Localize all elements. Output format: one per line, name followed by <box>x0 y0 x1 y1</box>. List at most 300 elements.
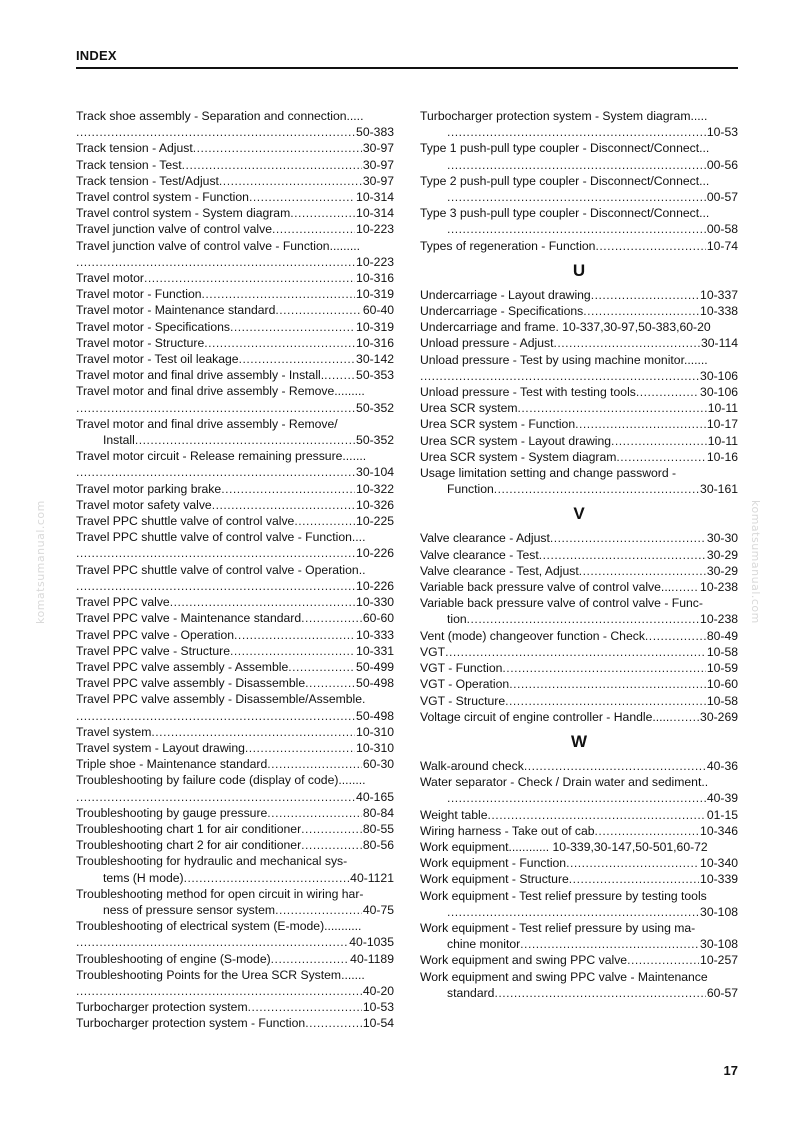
entry-text: Travel motor - Test oil leakage <box>76 352 239 367</box>
watermark-right: komatsumanual.com <box>749 500 762 624</box>
entry-text: VGT - Function <box>420 661 503 676</box>
dot-leader <box>553 335 699 351</box>
entry-line <box>76 562 394 578</box>
entry-line <box>420 433 738 449</box>
entry-line <box>420 758 738 774</box>
dot-leader <box>202 286 356 302</box>
entry-line <box>76 789 394 805</box>
entry-line <box>420 855 738 871</box>
entry-text: Travel PPC valve assembly - Assemble <box>76 659 289 674</box>
index-entry <box>420 644 738 660</box>
entry-line <box>420 335 738 351</box>
dot-leader <box>234 627 355 643</box>
index-entry <box>420 855 738 871</box>
entry-line <box>420 303 738 319</box>
entry-text: Work equipment - Structure <box>420 872 569 887</box>
entry-page: 10-225 <box>356 514 394 529</box>
entry-line <box>76 351 394 367</box>
entry-line <box>76 464 394 480</box>
dot-leader <box>144 270 355 286</box>
index-entry <box>420 205 738 237</box>
entry-text: Track shoe assembly - Separation and connection..... <box>76 109 364 123</box>
dot-leader <box>76 578 355 594</box>
index-entry <box>76 173 394 189</box>
entry-line <box>76 691 394 707</box>
index-entry <box>76 740 394 756</box>
dot-leader <box>671 579 699 595</box>
entry-line <box>420 221 738 237</box>
entry-text: Travel PPC valve - Maintenance standard <box>76 611 302 626</box>
entry-text: Function <box>447 482 494 497</box>
entry-text: Travel PPC valve <box>76 595 170 610</box>
dot-leader <box>324 367 355 383</box>
index-entry <box>420 823 738 839</box>
index-entry <box>76 481 394 497</box>
index-entry <box>76 108 394 140</box>
index-entry <box>76 853 394 885</box>
index-entry <box>76 367 394 383</box>
entry-line <box>76 319 394 335</box>
entry-page: 30-114 <box>700 336 738 351</box>
entry-text: Travel system - Layout drawing <box>76 740 245 755</box>
entry-line <box>76 529 394 545</box>
entry-text: Urea SCR system - System diagram <box>420 449 617 464</box>
entry-line <box>76 157 394 173</box>
entry-page: 80-49 <box>706 628 738 643</box>
entry-line <box>420 644 738 660</box>
entry-line <box>76 578 394 594</box>
entry-page: 10-16 <box>706 449 738 464</box>
entry-line <box>76 140 394 156</box>
index-entry <box>420 871 738 887</box>
dot-leader <box>494 481 699 497</box>
entry-line <box>76 254 394 270</box>
entry-page: 10-326 <box>356 497 394 512</box>
entry-text: Vent (mode) changeover function - Check <box>420 628 645 643</box>
entry-text: Undercarriage - Layout drawing <box>420 287 591 302</box>
dot-leader <box>301 610 362 626</box>
page-number: 17 <box>723 1063 738 1078</box>
index-entry <box>76 594 394 610</box>
entry-page: 10-314 <box>356 190 394 205</box>
entry-line <box>76 870 394 886</box>
entry-line <box>76 173 394 189</box>
dot-leader <box>447 124 706 140</box>
entry-text: Travel PPC shuttle valve of control valve - Operation.. <box>76 562 366 577</box>
entry-text: Urea SCR system - Function <box>420 417 576 432</box>
entry-text: Troubleshooting chart 1 for air conditioner <box>76 821 302 836</box>
entry-page: 30-269 <box>700 709 738 724</box>
entry-page: 10-310 <box>356 740 394 755</box>
entry-page: 00-57 <box>706 190 738 205</box>
entry-line <box>76 886 394 902</box>
entry-page: 40-36 <box>706 758 738 773</box>
index-column-right <box>420 108 738 1001</box>
index-entry <box>76 643 394 659</box>
entry-text: Valve clearance - Adjust <box>420 531 550 546</box>
entry-line <box>420 985 738 1001</box>
index-entry <box>76 205 394 221</box>
entry-line <box>420 693 738 709</box>
dot-leader <box>294 513 355 529</box>
index-entry <box>420 352 738 384</box>
entry-line <box>420 920 738 936</box>
index-entry <box>420 563 738 579</box>
entry-page: 30-97 <box>362 141 394 156</box>
dot-leader <box>219 173 362 189</box>
entry-text: Voltage circuit of engine controller - Handle..... <box>420 709 670 724</box>
dot-leader <box>267 805 362 821</box>
entry-text: Troubleshooting by failure code (display of code)........ <box>76 773 366 788</box>
entry-text: Troubleshooting of engine (S-mode) <box>76 951 271 966</box>
dot-leader <box>447 157 706 173</box>
dot-leader <box>267 756 362 772</box>
index-entry <box>76 724 394 740</box>
entry-line <box>76 383 394 399</box>
entry-page: 10-331 <box>356 643 394 658</box>
index-entry <box>420 888 738 920</box>
dot-leader <box>305 675 355 691</box>
index-entry <box>420 287 738 303</box>
entry-text: Travel motor - Maintenance standard <box>76 303 276 318</box>
entry-text: VGT - Structure <box>420 693 506 708</box>
watermark-left: komatsumanual.com <box>34 500 47 624</box>
index-entry <box>76 497 394 513</box>
dot-leader <box>591 287 699 303</box>
entry-text: Travel motor and final drive assembly - Remove/ <box>76 416 338 431</box>
entry-text: standard <box>447 985 495 1000</box>
entry-line <box>76 221 394 237</box>
entry-line <box>420 823 738 839</box>
dot-leader <box>230 319 355 335</box>
entry-text: Travel PPC valve assembly - Disassemble <box>76 676 306 691</box>
entry-page: 10-238 <box>700 580 738 595</box>
dot-leader <box>272 221 355 237</box>
entry-page: 10-337 <box>700 287 738 302</box>
entry-text: Travel PPC valve - Operation <box>76 627 235 642</box>
dot-leader <box>524 758 706 774</box>
entry-text: Troubleshooting Points for the Urea SCR System....... <box>76 967 365 982</box>
entry-line <box>76 918 394 934</box>
entry-text: Valve clearance - Test <box>420 547 539 562</box>
entry-line <box>420 790 738 806</box>
index-entry <box>420 839 738 855</box>
entry-line <box>420 416 738 432</box>
entry-text: Travel control system - System diagram <box>76 206 291 221</box>
entry-text: Troubleshooting method for open circuit in wiring har- <box>76 886 364 901</box>
entry-line <box>76 367 394 383</box>
entry-line <box>420 465 738 481</box>
entry-line <box>420 124 738 140</box>
dot-leader <box>494 985 705 1001</box>
index-entry <box>420 676 738 692</box>
index-entry <box>420 319 738 335</box>
entry-text: Travel junction valve of control valve <box>76 222 272 237</box>
index-entry <box>420 952 738 968</box>
entry-text: Travel junction valve of control valve - Function......... <box>76 238 361 253</box>
entry-line <box>76 627 394 643</box>
index-entry <box>76 659 394 675</box>
entry-text: Troubleshooting for hydraulic and mechanical sys- <box>76 854 348 869</box>
entry-line <box>76 335 394 351</box>
entry-page: 40-1035 <box>349 935 394 950</box>
entry-line <box>76 416 394 432</box>
entry-line <box>76 189 394 205</box>
entry-line <box>76 837 394 853</box>
entry-text: Variable back pressure valve of control valve - Func- <box>420 596 703 611</box>
index-entry <box>76 140 394 156</box>
dot-leader <box>239 351 355 367</box>
entry-line <box>76 124 394 140</box>
entry-text: Travel motor - Specifications <box>76 319 230 334</box>
entry-line <box>76 497 394 513</box>
index-entry <box>420 400 738 416</box>
entry-page: 10-58 <box>706 644 738 659</box>
index-entry <box>420 628 738 644</box>
index-entry <box>76 238 394 270</box>
entry-page: 10-226 <box>356 546 394 561</box>
index-column-left <box>76 108 394 1032</box>
dot-leader <box>505 693 706 709</box>
entry-text: Travel motor parking brake <box>76 481 222 496</box>
entry-text: Travel system <box>76 724 152 739</box>
entry-page: 10-339 <box>700 872 738 887</box>
index-entry <box>76 335 394 351</box>
entry-page: 10-223 <box>356 254 394 269</box>
index-entry <box>76 610 394 626</box>
entry-page: 10-53 <box>706 125 738 140</box>
entry-page: 30-108 <box>700 937 738 952</box>
entry-page: 40-1121 <box>350 870 394 885</box>
entry-text: Weight table <box>420 807 488 822</box>
index-entry <box>420 969 738 1001</box>
entry-page: 10-330 <box>356 595 394 610</box>
entry-page: 30-108 <box>700 904 738 919</box>
entry-line <box>76 1015 394 1031</box>
dot-leader <box>447 790 706 806</box>
entry-line <box>76 951 394 967</box>
index-entry <box>420 416 738 432</box>
entry-page: 10-340 <box>700 856 738 871</box>
entry-line <box>76 675 394 691</box>
dot-leader <box>509 676 706 692</box>
dot-leader <box>447 904 699 920</box>
dot-leader <box>518 400 707 416</box>
dot-leader <box>245 740 355 756</box>
entry-line <box>76 108 394 124</box>
index-entry <box>420 465 738 497</box>
index-entry <box>420 579 738 595</box>
entry-line <box>420 952 738 968</box>
index-entry <box>76 513 394 529</box>
entry-page: 10-17 <box>706 417 738 432</box>
entry-page: 50-352 <box>356 400 394 415</box>
dot-leader <box>669 709 699 725</box>
index-entry <box>76 562 394 594</box>
dot-leader <box>230 643 355 659</box>
entry-text: Install <box>103 433 135 448</box>
entry-page: 10-54 <box>362 1016 394 1031</box>
entry-line <box>76 302 394 318</box>
index-entry <box>420 108 738 140</box>
entry-line <box>76 205 394 221</box>
entry-line <box>420 238 738 254</box>
entry-text: Work equipment - Test relief pressure by using ma- <box>420 920 696 935</box>
entry-line <box>76 481 394 497</box>
entry-text: Troubleshooting of electrical system (E-mode)........... <box>76 919 362 934</box>
dot-leader <box>583 303 699 319</box>
entry-line <box>76 805 394 821</box>
index-entry <box>76 351 394 367</box>
entry-line <box>420 611 738 627</box>
entry-text: Turbocharger protection system - Function <box>76 1016 306 1031</box>
entry-text: tems (H mode) <box>103 870 184 885</box>
entry-line <box>76 448 394 464</box>
entry-page: 40-39 <box>706 791 738 806</box>
entry-line <box>420 839 738 855</box>
index-entry <box>76 999 394 1015</box>
entry-line <box>420 936 738 952</box>
entry-line <box>76 432 394 448</box>
entry-text: Water separator - Check / Drain water and sediment.. <box>420 775 709 790</box>
entry-line <box>76 853 394 869</box>
entry-page: 60-40 <box>362 303 394 318</box>
entry-text: Usage limitation setting and change password - <box>420 466 677 481</box>
dot-leader <box>290 205 355 221</box>
index-entry <box>420 530 738 546</box>
index-entry <box>76 837 394 853</box>
entry-line <box>420 579 738 595</box>
entry-line <box>420 173 738 189</box>
entry-text: Type 1 push-pull type coupler - Disconnect/Connect... <box>420 141 710 156</box>
entry-page: 40-165 <box>356 789 394 804</box>
dot-leader <box>76 789 355 805</box>
dot-leader <box>616 449 705 465</box>
entry-line <box>76 983 394 999</box>
entry-line <box>76 821 394 837</box>
entry-page: 10-74 <box>706 238 738 253</box>
entry-page: 10-223 <box>356 222 394 237</box>
entry-text: Urea SCR system <box>420 401 518 416</box>
entry-line <box>76 756 394 772</box>
entry-text: Travel motor circuit - Release remaining pressure....... <box>76 449 367 464</box>
index-entry <box>420 303 738 319</box>
entry-line <box>76 545 394 561</box>
entry-line <box>420 904 738 920</box>
entry-page: 50-499 <box>356 659 394 674</box>
entry-page: 30-106 <box>700 385 738 400</box>
section-letter: V <box>573 504 585 524</box>
entry-line <box>76 902 394 918</box>
dot-leader <box>520 936 699 952</box>
index-entry <box>420 709 738 725</box>
entry-line <box>420 157 738 173</box>
entry-page: 10-60 <box>706 677 738 692</box>
entry-text: Work equipment - Function <box>420 856 567 871</box>
entry-text: Undercarriage - Specifications <box>420 304 584 319</box>
index-entry <box>76 286 394 302</box>
dot-leader <box>611 433 707 449</box>
entry-text: Wiring harness - Take out of cab <box>420 823 595 838</box>
entry-text: Travel motor - Structure <box>76 335 205 350</box>
entry-line <box>420 888 738 904</box>
index-entry <box>76 383 394 415</box>
index-entry <box>76 691 394 723</box>
dot-leader <box>76 124 355 140</box>
entry-page: 30-97 <box>362 173 394 188</box>
dot-leader <box>627 952 699 968</box>
entry-line <box>420 709 738 725</box>
entry-text: Type 3 push-pull type coupler - Disconnect/Connect... <box>420 206 710 221</box>
entry-text: chine monitor <box>447 937 521 952</box>
dot-leader <box>502 660 705 676</box>
entry-page: 30-161 <box>700 482 738 497</box>
index-entry <box>76 221 394 237</box>
index-entry <box>76 886 394 918</box>
entry-text: Valve clearance - Test, Adjust <box>420 563 579 578</box>
index-entry <box>76 270 394 286</box>
entry-line <box>420 660 738 676</box>
index-entry <box>76 756 394 772</box>
dot-leader <box>645 628 706 644</box>
entry-line <box>420 400 738 416</box>
index-entry <box>420 660 738 676</box>
entry-text: Type 2 push-pull type coupler - Disconnect/Connect... <box>420 173 710 188</box>
dot-leader <box>76 983 362 999</box>
dot-leader <box>76 934 348 950</box>
dot-leader <box>76 708 355 724</box>
section-letter: U <box>572 260 586 280</box>
dot-leader <box>445 644 706 660</box>
entry-line <box>76 513 394 529</box>
entry-text: Track tension - Adjust <box>76 141 193 156</box>
entry-page: 30-104 <box>356 465 394 480</box>
entry-text: Unload pressure - Adjust <box>420 336 554 351</box>
entry-page: 50-498 <box>356 676 394 691</box>
index-entry <box>420 238 738 254</box>
entry-line <box>420 352 738 368</box>
dot-leader <box>76 400 355 416</box>
dot-leader <box>204 335 355 351</box>
entry-page: 10-59 <box>706 661 738 676</box>
dot-leader <box>151 724 355 740</box>
entry-text: Travel motor - Function <box>76 287 202 302</box>
dot-leader <box>539 547 706 563</box>
dot-leader <box>275 902 362 918</box>
index-entry <box>420 433 738 449</box>
entry-line <box>420 547 738 563</box>
index-entry <box>76 821 394 837</box>
dot-leader <box>301 837 362 853</box>
entry-page: 40-75 <box>362 902 394 917</box>
entry-text: Travel PPC valve assembly - Disassemble/Assemble. <box>76 692 366 707</box>
entry-page: 10-316 <box>356 335 394 350</box>
entry-line <box>76 772 394 788</box>
entry-page: 60-57 <box>706 985 738 1000</box>
entry-page: 10-257 <box>700 953 738 968</box>
dot-leader <box>467 611 699 627</box>
index-entry <box>76 302 394 318</box>
entry-text: Walk-around check <box>420 758 524 773</box>
entry-line <box>76 286 394 302</box>
dot-leader <box>575 416 706 432</box>
dot-leader <box>288 659 355 675</box>
dot-leader <box>488 807 706 823</box>
entry-text: Travel motor and final drive assembly - Install. <box>76 368 325 383</box>
entry-text: Unload pressure - Test with testing tools <box>420 385 636 400</box>
entry-text: ness of pressure sensor system <box>103 902 276 917</box>
index-entry <box>420 758 738 774</box>
